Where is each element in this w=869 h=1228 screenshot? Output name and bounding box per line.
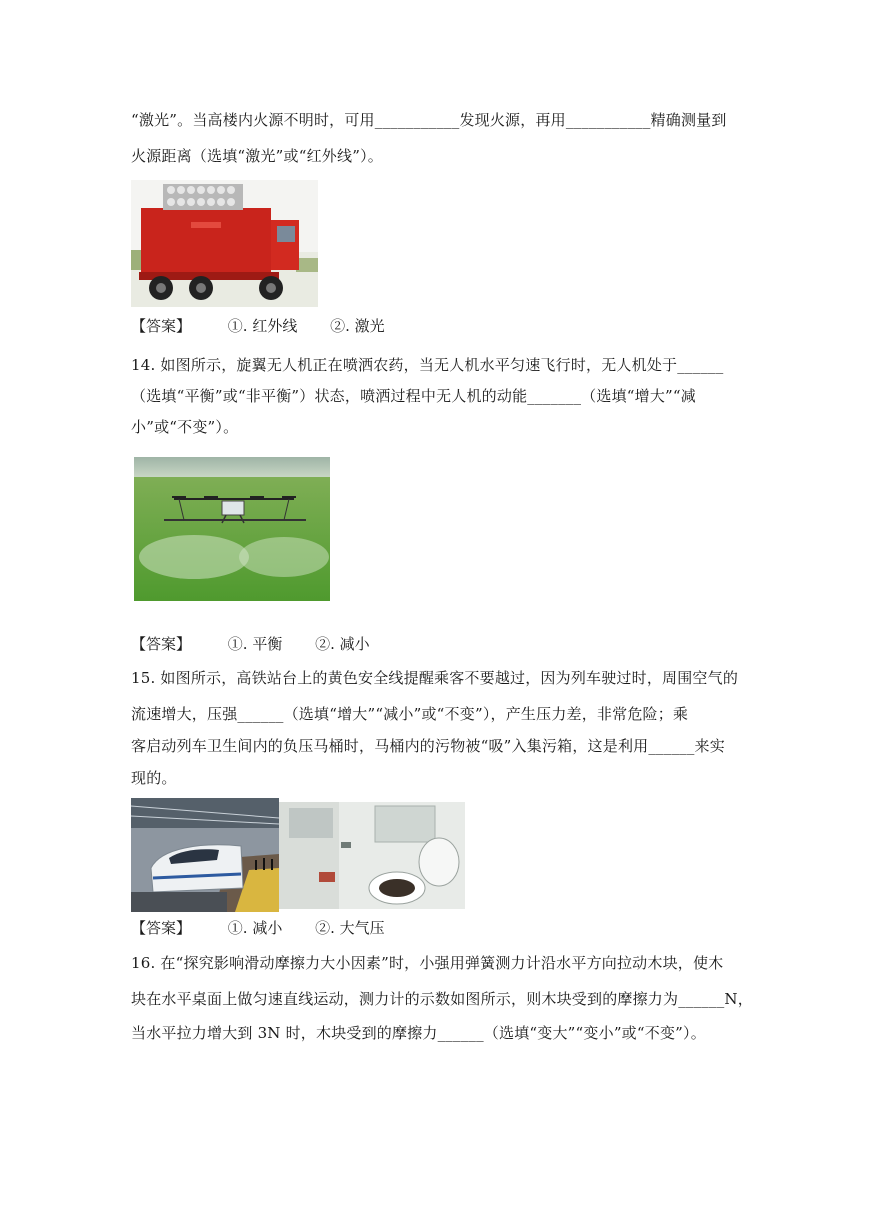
answer-item-1: ①. 红外线 <box>227 317 298 335</box>
answer-label: 【答案】 <box>131 919 192 937</box>
answer-item-2: ②. 激光 <box>330 317 385 335</box>
q15-text-line-4: 现的。 <box>131 769 177 787</box>
q15-text-line-3: 客启动列车卫生间内的负压马桶时，马桶内的污物被“吸”入集污箱，这是利用______来实 <box>131 737 725 755</box>
q15-text-line-2: 流速增大，压强______（选填“增大”“减小”或“不变”），产生压力差，非常危险；乘 <box>131 705 689 723</box>
q15-text-line-1: 15. 如图所示，高铁站台上的黄色安全线提醒乘客不要越过，因为列车驶过时，周围空气的 <box>131 669 739 687</box>
q16-text-line-2: 块在水平桌面上做匀速直线运动，测力计的示数如图所示，则木块受到的摩擦力为______N， <box>131 990 753 1008</box>
high-speed-train-image <box>131 798 279 912</box>
q13-text-line-1: “激光”。当高楼内火源不明时，可用___________发现火源，再用___________精确测量到 <box>131 111 727 129</box>
answer-item-1: ①. 减小 <box>227 919 283 937</box>
answer-item-1: ①. 平衡 <box>227 635 283 653</box>
q14-text-line-3: 小”或“不变”）。 <box>131 418 239 436</box>
drone-spraying-image <box>134 457 330 601</box>
q13-text-line-2: 火源距离（选填“激光”或“红外线”）。 <box>131 147 383 165</box>
train-toilet-image <box>279 802 465 909</box>
q15-answer <box>131 917 413 939</box>
answer-label: 【答案】 <box>131 635 192 653</box>
answer-item-2: ②. 大气压 <box>315 919 385 937</box>
q14-text-line-1: 14. 如图所示，旋翼无人机正在喷洒农药，当无人机水平匀速飞行时，无人机处于______ <box>131 356 724 374</box>
answer-label: 【答案】 <box>131 317 192 335</box>
answer-item-2: ②. 减小 <box>315 635 370 653</box>
q14-answer <box>131 633 398 655</box>
q16-text-line-3: 当水平拉力增大到 3N 时，木块受到的摩擦力______（选填“变大”“变小”或“不变”）。 <box>131 1024 706 1042</box>
q13-answer <box>131 315 413 337</box>
q14-text-line-2: （选填“平衡”或“非平衡”）状态，喷洒过程中无人机的动能_______（选填“增大”“减 <box>131 387 696 405</box>
fire-truck-image <box>131 180 318 307</box>
q16-text-line-1: 16. 在“探究影响滑动摩擦力大小因素”时，小强用弹簧测力计沿水平方向拉动木块，使木 <box>131 954 724 972</box>
